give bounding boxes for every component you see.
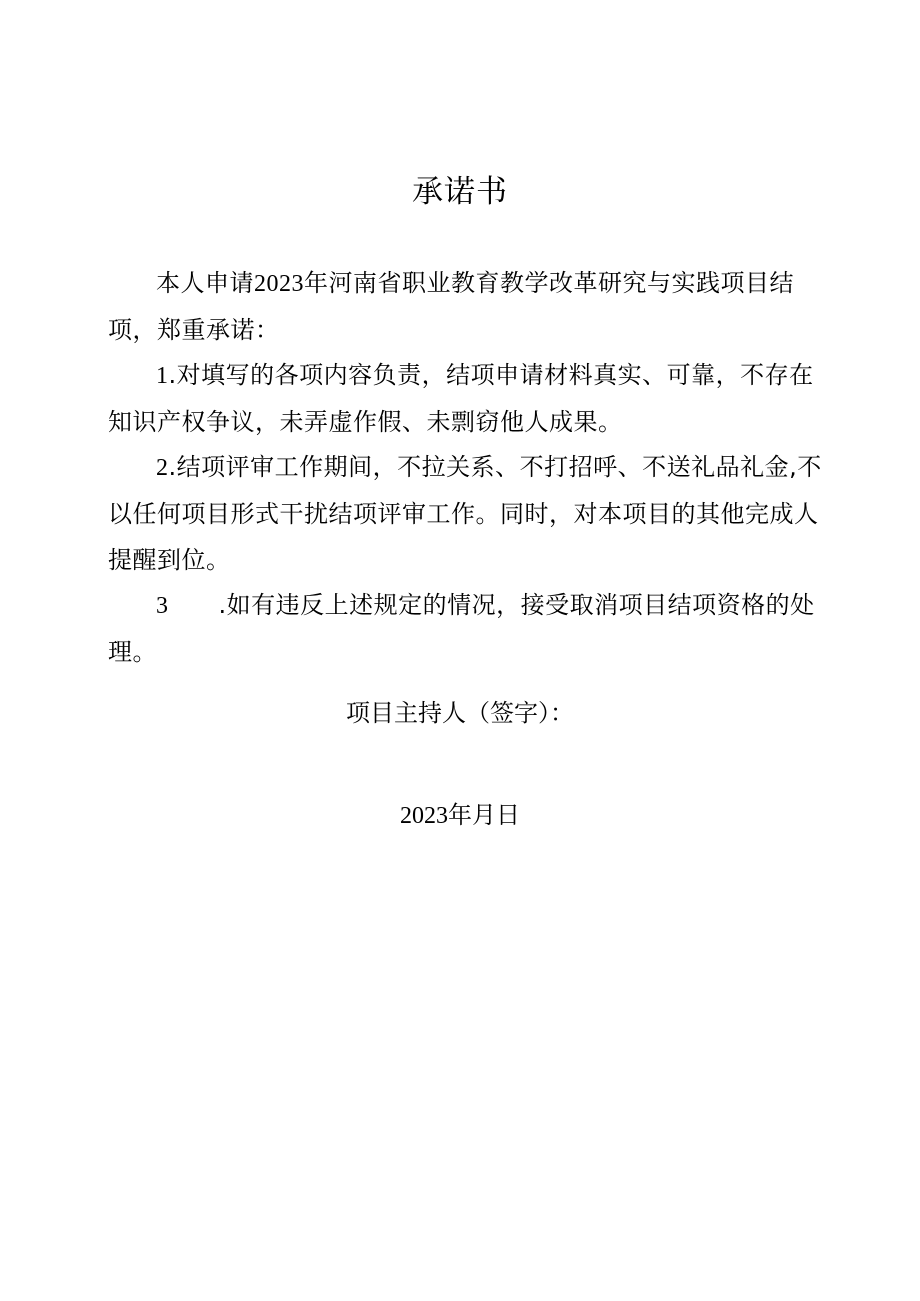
item-2-number: 2 (156, 455, 169, 481)
intro-paragraph (108, 260, 828, 353)
intro-suffix: 年河南省职业教育教学改革研究与实践项目结项，郑重承诺： (108, 269, 794, 344)
item-3-text: .如有违反上述规定的情况，接受取消项目结项资格的处理。 (108, 591, 815, 666)
intro-year: 2023 (254, 271, 304, 297)
item-3-number: 3 (156, 593, 169, 619)
commitment-item-3 (108, 582, 828, 675)
signature-label: 项目主持人（签字）： (346, 699, 574, 727)
item-1-text: .对填写的各项内容负责，结项申请材料真实、可靠，不存在知识产权争议，未弄虚作假、未剽窃他人成果。 (108, 361, 814, 436)
date-year: 2023 (400, 803, 448, 829)
intro-prefix: 本人申请 (156, 269, 254, 297)
commitment-item-1 (108, 352, 828, 445)
item-2-text: .结项评审工作期间，不拉关系、不打招呼、不送礼品礼金,不以任何项目形式干扰结项评审工作。同时，对本项目的其他完成人提醒到位。 (108, 453, 822, 574)
commitment-item-2 (108, 444, 828, 583)
document-title: 承诺书 (412, 174, 508, 210)
item-1-number: 1 (156, 363, 169, 389)
date-suffix: 年月日 (448, 801, 520, 829)
signature-date (0, 792, 920, 839)
